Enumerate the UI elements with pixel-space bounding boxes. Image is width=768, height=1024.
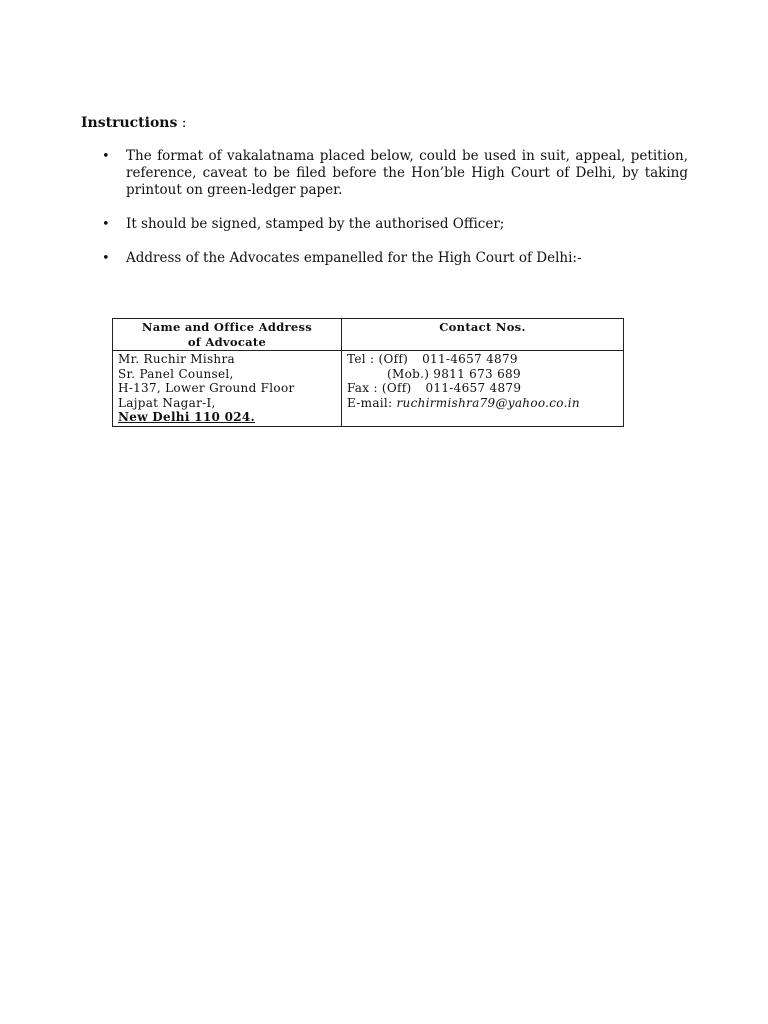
mob-line — [347, 367, 618, 382]
contact-cell — [342, 351, 624, 427]
tel-label: Tel : (Off) — [347, 352, 409, 366]
address-area: Lajpat Nagar-I, — [118, 395, 216, 410]
header-line: of Advocate — [187, 334, 267, 349]
list-item — [100, 216, 688, 233]
mob-label: (Mob.) — [387, 366, 430, 381]
fax-value: 011-4657 4879 — [425, 381, 522, 395]
bullet-icon: • — [102, 149, 110, 164]
table-row — [113, 351, 624, 427]
table-header-row — [113, 319, 624, 351]
bullet-icon: • — [102, 251, 110, 266]
list-item-text: Address of the Advocates empanelled for the High Court of Delhi:- — [126, 250, 582, 266]
contact-header: Contact Nos. — [342, 319, 624, 351]
name-address-header — [113, 319, 342, 351]
address-cell — [113, 351, 342, 427]
list-item-text: It should be signed, stamped by the authorised Officer; — [126, 216, 505, 232]
advocate-name: Mr. Ruchir Mishra — [118, 352, 235, 366]
fax-line — [347, 381, 618, 396]
email-line — [347, 396, 618, 411]
address-city: New Delhi 110 024. — [118, 410, 256, 424]
fax-label: Fax : (Off) — [347, 381, 412, 395]
bullet-icon: • — [102, 217, 110, 232]
mob-value: 9811 673 689 — [433, 366, 521, 381]
instructions-label: Instructions — [81, 115, 178, 131]
list-item — [100, 148, 688, 199]
instructions-colon: : — [177, 115, 187, 131]
email-label: E-mail: — [347, 395, 393, 410]
tel-line — [347, 352, 618, 367]
instructions-list — [100, 148, 688, 284]
list-item-text: The format of vakalatnama placed below, could be used in suit, appeal, petition, reference, caveat to be filed before the Hon’ble High Court of Delhi, by taking printout on green-ledger paper. — [126, 148, 688, 198]
instructions-heading — [81, 114, 187, 132]
list-item — [100, 250, 688, 267]
address-street: H-137, Lower Ground Floor — [118, 381, 295, 395]
header-line: Name and Office Address — [141, 320, 313, 334]
email-value[interactable]: ruchirmishra79@yahoo.co.in — [396, 395, 580, 410]
tel-value: 011-4657 4879 — [422, 352, 518, 366]
advocate-table — [112, 318, 624, 427]
advocate-designation: Sr. Panel Counsel, — [118, 366, 234, 381]
